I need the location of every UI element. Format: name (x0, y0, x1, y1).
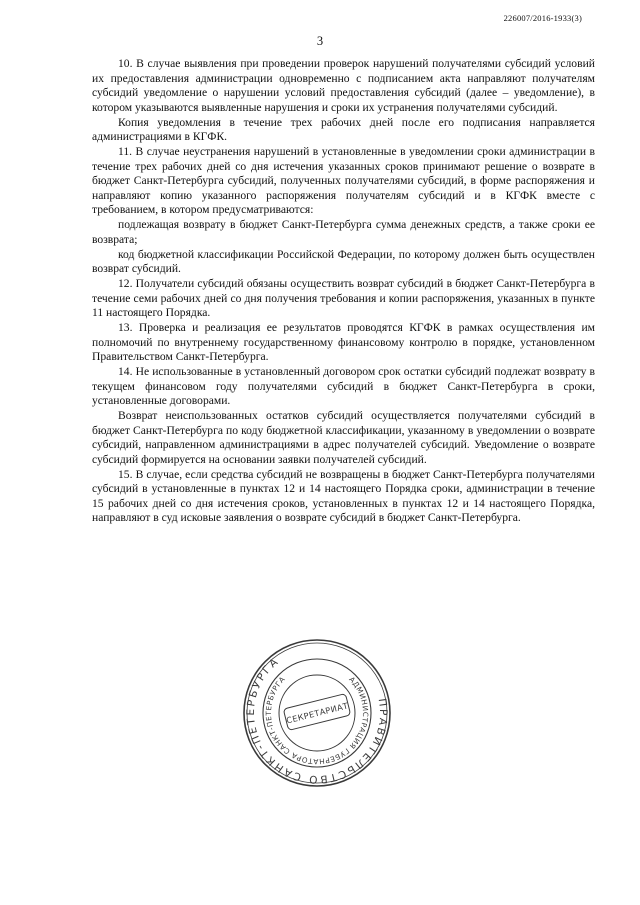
paragraph-11-amount: подлежащая возврату в бюджет Санкт-Петербурга сумма денежных средств, а также сроки ее возврата; (92, 218, 595, 246)
paragraph-10: 10. В случае выявления при проведении проверок нарушений получателями субсидий условий их предоставления администрации одновременно с подписанием акта направляют получателям субсидий уведомление о нарушении условий предоставления субсидий (далее – уведомление), в котором указываются выявленные нарушения и сроки их устранения получателями субсидий. (92, 57, 595, 114)
official-seal (241, 637, 393, 789)
document-number: 226007/2016-1933(3) (503, 13, 582, 23)
page-number: 3 (316, 34, 324, 48)
paragraph-14-return: Возврат неиспользованных остатков субсидий осуществляется получателями субсидий в бюджет Санкт-Петербурга по коду бюджетной классификации, указанному в уведомлении о возврате субсидий, направленном администрациями в адрес получателей субсидий. Уведомление о возврате субсидий формируется на основании заявки получателей субсидий. (92, 409, 595, 466)
paragraph-10-copy: Копия уведомления в течение трех рабочих дней после его подписания направляется администрациями в КГФК. (92, 115, 595, 143)
paragraph-11-code: код бюджетной классификации Российской Федерации, по которому должен быть осуществлен возврат субсидий. (92, 247, 595, 275)
seal-center-text: СЕКРЕТАРИАТ (285, 700, 350, 726)
seal-graphic (241, 637, 393, 789)
seal-inner-text: АДМИНИСТРАЦИЯ ГУБЕРНАТОРА САНКТ-ПЕТЕРБУРГА (263, 674, 371, 767)
seal-outer-text: ПРАВИТЕЛЬСТВО САНКТ-ПЕТЕРБУРГА (244, 654, 390, 786)
document-body (92, 57, 595, 526)
paragraph-14: 14. Не использованные в установленный договором срок остатки субсидий подлежат возврату в текущем финансовом году получателями субсидий в бюджет Санкт-Петербурга в сроки, установленные договорами. (92, 365, 595, 407)
paragraph-11: 11. В случае неустранения нарушений в установленные в уведомлении сроки администрации в течение трех рабочих дней со дня истечения указанных сроков принимают решение о возврате в бюджет Санкт-Петербурга субсидий, полученных получателями субсидий, в форме распоряжения и направляют копию указанного распоряжения получателям субсидий и в КГФК вместе с требованием, в котором предусматриваются: (92, 145, 595, 216)
paragraph-12: 12. Получатели субсидий обязаны осуществить возврат субсидий в бюджет Санкт-Петербурга в течение семи рабочих дней со дня получения требования и копии распоряжения, указанных в пункте 11 настоящего Порядка. (92, 277, 595, 319)
paragraph-13: 13. Проверка и реализация ее результатов проводятся КГФК в рамках осуществления им полномочий по внутреннему государственному финансовому контролю в порядке, установленном Правительством Санкт-Петербурга. (92, 321, 595, 363)
paragraph-15: 15. В случае, если средства субсидий не возвращены в бюджет Санкт-Петербурга получателями субсидий в установленные в пунктах 12 и 14 настоящего Порядка сроки, администрации в течение 15 рабочих дней со дня истечения сроков, установленных в пунктах 12 и 14 настоящего Порядка, направляют в суд исковые заявления о возврате субсидий в бюджет Санкт-Петербурга. (92, 467, 595, 524)
